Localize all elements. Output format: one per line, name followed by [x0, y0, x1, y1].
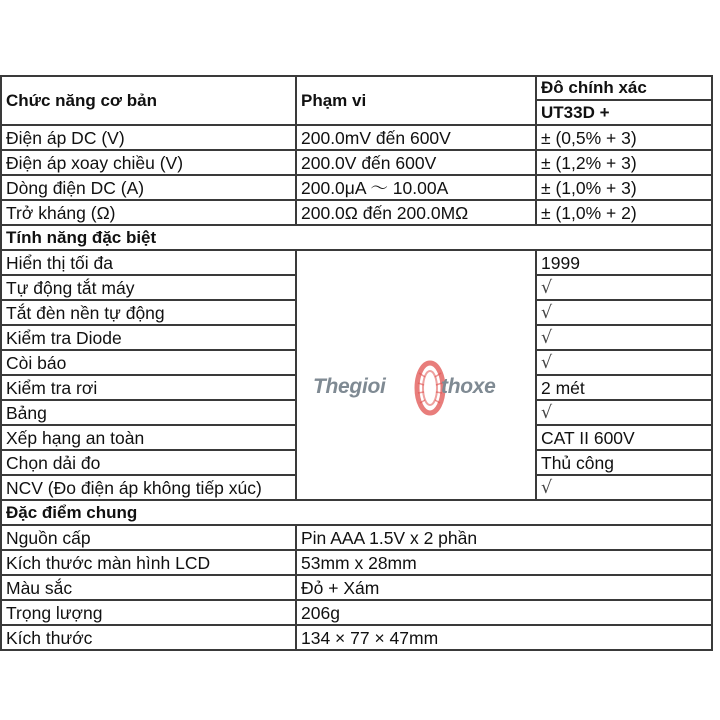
special-name: Hiển thị tối đa — [1, 250, 296, 275]
special-name: Tắt đèn nền tự động — [1, 300, 296, 325]
basic-name: Điện áp DC (V) — [1, 125, 296, 150]
special-value: 2 mét — [536, 375, 712, 400]
check-mark: √ — [536, 275, 712, 300]
special-name: Tự động tắt máy — [1, 275, 296, 300]
basic-name: Dòng điện DC (A) — [1, 175, 296, 200]
section-special-title: Tính năng đặc biệt — [1, 225, 712, 250]
general-value: 206g — [296, 600, 712, 625]
special-name: Bảng — [1, 400, 296, 425]
section-row — [1, 500, 712, 525]
special-value: 1999 — [536, 250, 712, 275]
check-mark: √ — [536, 475, 712, 500]
table-row — [1, 125, 712, 150]
table-row — [1, 150, 712, 175]
special-value: Thủ công — [536, 450, 712, 475]
special-name: Chọn dải đo — [1, 450, 296, 475]
section-general-title: Đặc điểm chung — [1, 500, 712, 525]
general-value: 134 × 77 × 47mm — [296, 625, 712, 650]
table-row — [1, 175, 712, 200]
basic-accuracy: ± (1,2% + 3) — [536, 150, 712, 175]
table-row — [1, 525, 712, 550]
section-row — [1, 225, 712, 250]
check-mark: √ — [536, 325, 712, 350]
general-value: 53mm x 28mm — [296, 550, 712, 575]
header-row — [1, 76, 712, 100]
table-row — [1, 200, 712, 225]
header-model: UT33D + — [536, 100, 712, 125]
header-function: Chức năng cơ bản — [1, 76, 296, 125]
table-row — [1, 600, 712, 625]
basic-range: 200.0mV đến 600V — [296, 125, 536, 150]
special-name: Kiểm tra rơi — [1, 375, 296, 400]
watermark-logo — [313, 359, 523, 419]
basic-range: 200.0μA ～ 10.00A — [296, 175, 536, 200]
table-row — [1, 250, 712, 275]
general-value: Đỏ + Xám — [296, 575, 712, 600]
special-name: Còi báo — [1, 350, 296, 375]
general-value: Pin AAA 1.5V x 2 phần — [296, 525, 712, 550]
basic-range: 200.0Ω đến 200.0MΩ — [296, 200, 536, 225]
basic-accuracy: ± (0,5% + 3) — [536, 125, 712, 150]
general-name: Nguồn cấp — [1, 525, 296, 550]
general-name: Trọng lượng — [1, 600, 296, 625]
general-name: Kích thước màn hình LCD — [1, 550, 296, 575]
general-name: Màu sắc — [1, 575, 296, 600]
special-name: Xếp hạng an toàn — [1, 425, 296, 450]
table-row — [1, 625, 712, 650]
basic-name: Điện áp xoay chiều (V) — [1, 150, 296, 175]
check-mark: √ — [536, 350, 712, 375]
special-name: Kiểm tra Diode — [1, 325, 296, 350]
table-row — [1, 575, 712, 600]
header-accuracy: Đô chính xác — [536, 76, 712, 100]
basic-accuracy: ± (1,0% + 3) — [536, 175, 712, 200]
basic-range: 200.0V đến 600V — [296, 150, 536, 175]
check-mark: √ — [536, 300, 712, 325]
watermark-text-right: thoxe — [441, 375, 496, 398]
table-row — [1, 550, 712, 575]
basic-name: Trở kháng (Ω) — [1, 200, 296, 225]
check-mark: √ — [536, 400, 712, 425]
header-range: Phạm vi — [296, 76, 536, 125]
special-name: NCV (Đo điện áp không tiếp xúc) — [1, 475, 296, 500]
special-value: CAT II 600V — [536, 425, 712, 450]
watermark-text-left: Thegioi — [313, 375, 386, 398]
general-name: Kích thước — [1, 625, 296, 650]
basic-accuracy: ± (1,0% + 2) — [536, 200, 712, 225]
